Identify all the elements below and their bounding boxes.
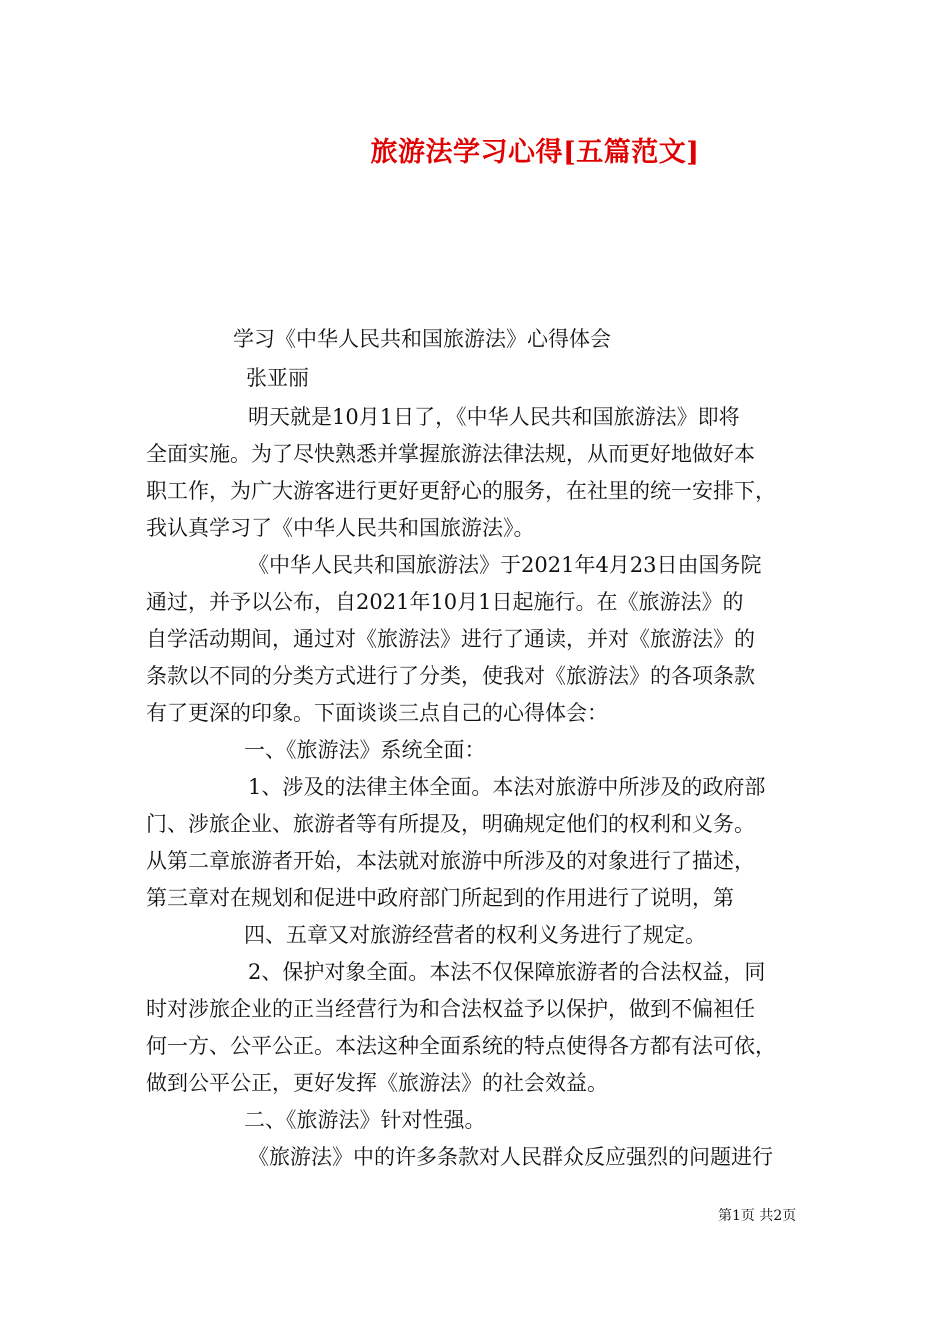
- paragraph-line: 做到公平公正，更好发挥《旅游法》的社会效益。: [146, 1071, 608, 1095]
- paragraph-line: 第三章对在规划和促进中政府部门所起到的作用进行了说明，第: [146, 886, 734, 910]
- paragraph-line: 明天就是10月1日了，《中华人民共和国旅游法》即将: [248, 405, 740, 429]
- paragraph-line: 通过，并予以公布，自2021年10月1日起施行。在《旅游法》的: [146, 590, 744, 614]
- essay-heading: 学习《中华人民共和国旅游法》心得体会: [233, 327, 611, 351]
- paragraph-line: 条款以不同的分类方式进行了分类，使我对《旅游法》的各项条款: [146, 664, 755, 688]
- paragraph-line: 《中华人民共和国旅游法》于2021年4月23日由国务院: [248, 553, 762, 577]
- paragraph-line: 四、五章又对旅游经营者的权利义务进行了规定。: [244, 923, 706, 947]
- paragraph-line: 职工作，为广大游客进行更好更舒心的服务，在社里的统一安排下，: [146, 479, 776, 503]
- paragraph-line: 门、涉旅企业、旅游者等有所提及，明确规定他们的权利和义务。: [146, 812, 755, 836]
- author-name: 张亚丽: [246, 366, 309, 390]
- paragraph-line: 时对涉旅企业的正当经营行为和合法权益予以保护，做到不偏袒任: [146, 997, 755, 1021]
- paragraph-line: 有了更深的印象。下面谈谈三点自己的心得体会：: [146, 701, 608, 725]
- paragraph-line: 全面实施。为了尽快熟悉并掌握旅游法律法规，从而更好地做好本: [146, 442, 755, 466]
- section-heading: 一、《旅游法》系统全面：: [244, 738, 486, 762]
- document-title: 旅游法学习心得[五篇范文]: [370, 137, 700, 168]
- paragraph-line: 1、涉及的法律主体全面。本法对旅游中所涉及的政府部: [248, 775, 766, 799]
- section-heading: 二、《旅游法》针对性强。: [244, 1108, 486, 1132]
- paragraph-line: 我认真学习了《中华人民共和国旅游法》。: [146, 516, 535, 540]
- page-footer: 第1页 共2页: [718, 1208, 797, 1224]
- paragraph-line: 2、保护对象全面。本法不仅保障旅游者的合法权益，同: [248, 960, 766, 984]
- paragraph-line: 何一方、公平公正。本法这种全面系统的特点使得各方都有法可依，: [146, 1034, 776, 1058]
- paragraph-line: 自学活动期间，通过对《旅游法》进行了通读，并对《旅游法》的: [146, 627, 755, 651]
- paragraph-line: 从第二章旅游者开始，本法就对旅游中所涉及的对象进行了描述，: [146, 849, 755, 873]
- paragraph-line: 《旅游法》中的许多条款对人民群众反应强烈的问题进行: [248, 1145, 773, 1169]
